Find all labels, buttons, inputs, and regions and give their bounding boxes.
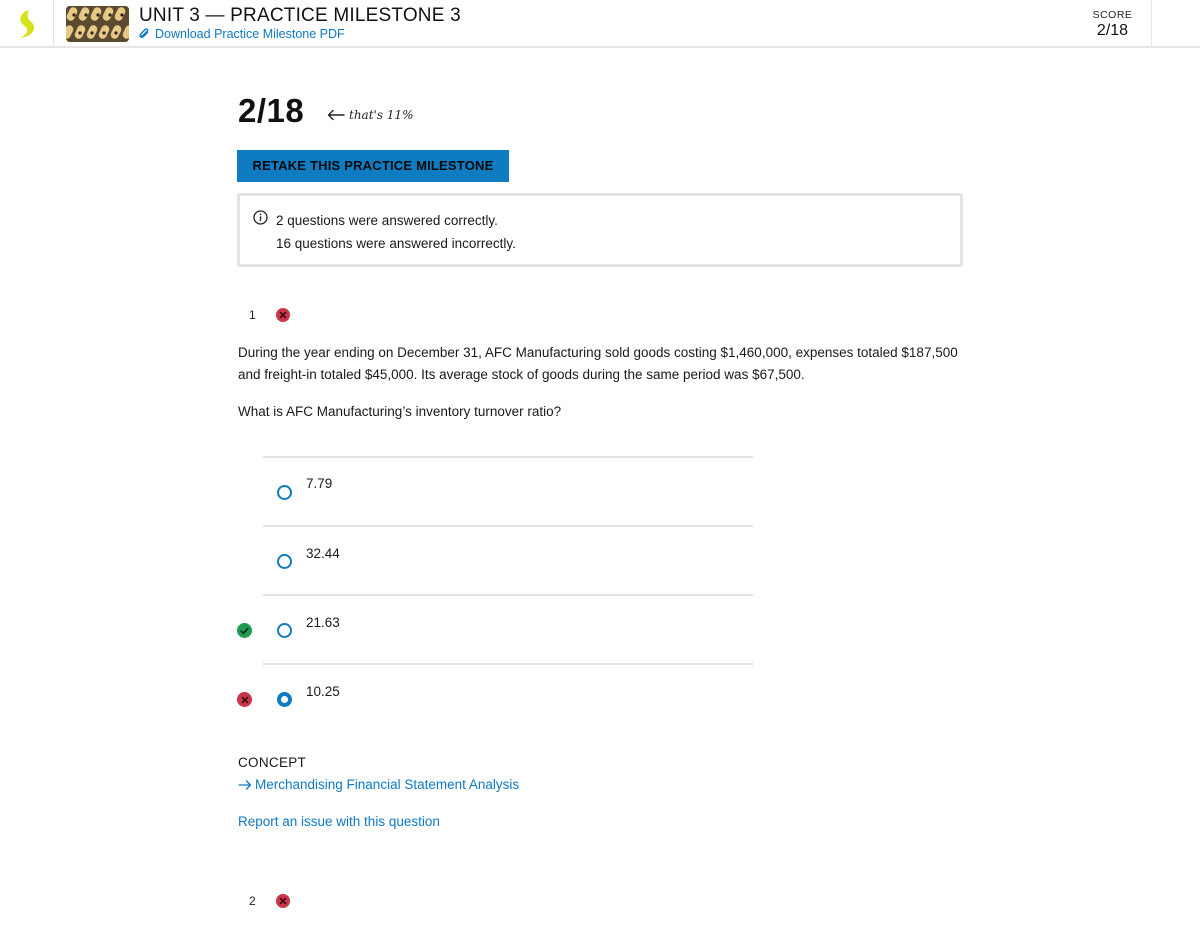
arrow-left-icon [327,109,345,121]
big-score: 2/18 [238,92,305,129]
incorrect-icon [276,894,290,908]
option-radio-1[interactable] [277,485,292,500]
incorrect-icon [237,692,252,707]
logo-cell[interactable] [0,0,54,47]
score-label: SCORE [1092,9,1133,21]
score-value: 2/18 [1096,22,1129,39]
option-divider [263,525,753,527]
question-prompt: What is AFC Manufacturing’s inventory turnover ratio? [238,404,562,419]
score-annotation [327,108,413,122]
concept-label: CONCEPT [238,755,307,770]
question-text: During the year ending on December 31, AFC Manufacturing sold goods costing $1,460,000, expenses totaled $187,500 and freight-in totaled $45,000. Its average stock of goods during the same period was $67,500. [238,345,958,382]
download-pdf-link[interactable] [139,27,345,41]
incorrect-count-text: 16 questions were answered incorrectly. [276,236,516,251]
option-label-3[interactable]: 21.63 [306,615,340,630]
incorrect-icon [276,308,290,322]
option-label-2[interactable]: 32.44 [306,546,340,561]
option-label-1[interactable]: 7.79 [306,476,333,491]
page-title: UNIT 3 — PRACTICE MILESTONE 3 [139,5,461,26]
concept-link[interactable] [238,777,519,792]
info-icon [253,210,268,225]
course-thumbnail [66,6,129,42]
download-pdf-label: Download Practice Milestone PDF [155,27,345,41]
score-annotation-text: that's 11% [349,108,414,122]
report-issue-link[interactable]: Report an issue with this question [238,814,440,829]
results-info-box [237,193,963,267]
header-score [1074,0,1152,47]
option-divider [263,456,753,458]
question-number: 1 [249,308,256,322]
option-radio-4-selected[interactable] [277,692,292,707]
correct-check-icon [237,623,252,638]
top-header [0,0,1200,48]
option-divider [263,594,753,596]
option-radio-3[interactable] [277,623,292,638]
arrow-right-icon [238,780,252,790]
sophia-logo-icon [16,9,38,39]
option-divider [263,663,753,665]
option-radio-2[interactable] [277,554,292,569]
retake-button[interactable]: RETAKE THIS PRACTICE MILESTONE [237,150,509,182]
concept-link-label: Merchandising Financial Statement Analysis [255,777,520,792]
option-label-4[interactable]: 10.25 [306,684,340,699]
correct-count-text: 2 questions were answered correctly. [276,213,498,228]
question-number: 2 [249,894,256,908]
paperclip-icon [139,28,150,40]
